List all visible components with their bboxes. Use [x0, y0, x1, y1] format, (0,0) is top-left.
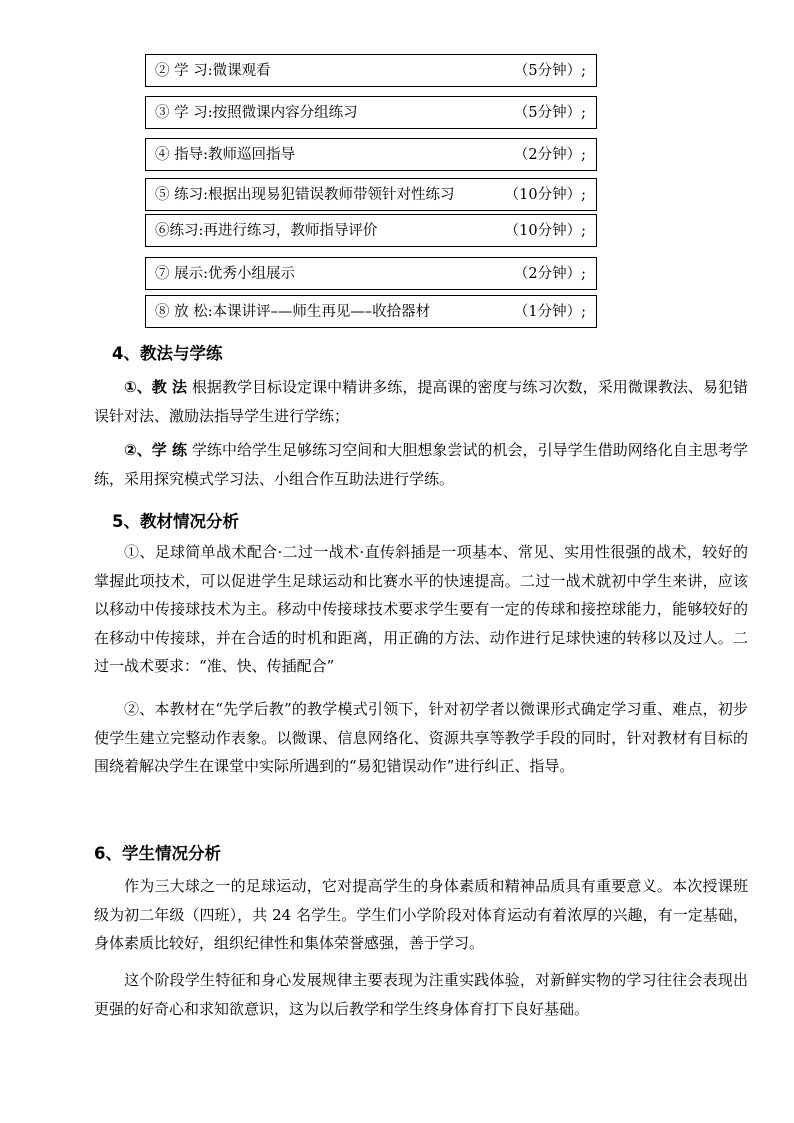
- step-text: ⑤ 练习:根据出现易犯错误教师带领针对性练习: [155, 186, 455, 203]
- section-heading: 4、教法与学练: [112, 344, 223, 363]
- step-text: ② 学 习:微课观看: [155, 62, 271, 79]
- step-box: [145, 178, 597, 211]
- paragraph: ②、本教材在“先学后教”的教学模式引领下，针对初学者以微课形式确定学习重、难点，初步使学生建立完整动作表象。以微课、信息网络化、资源共享等教学手段的同时，针对教材有目标的围绕着解决学生在课堂中实际所遇到的“易犯错误动作”进行纠正、指导。: [94, 700, 748, 775]
- step-text: ⑦ 展示:优秀小组展示: [155, 265, 295, 282]
- step-text: ⑥练习:再进行练习，教师指导评价: [155, 222, 378, 239]
- step-text: ③ 学 习:按照微课内容分组练习: [155, 104, 358, 121]
- step-time: （10分钟）;: [504, 222, 586, 239]
- step-time: （5分钟）;: [513, 104, 586, 121]
- step-time: （5分钟）;: [513, 62, 586, 79]
- step-box: [145, 295, 597, 328]
- section-heading: 5、教材情况分析: [112, 512, 239, 531]
- paragraph-text: 学练中给学生足够练习空间和大胆想象尝试的机会，引导学生借助网络化自主思考学练，采用探究模式学习法、小组合作互助法进行学练。: [94, 441, 748, 488]
- section-heading: 6、学生情况分析: [94, 844, 221, 863]
- paragraph-text: 根据教学目标设定课中精讲多练，提高课的密度与练习次数，采用微课教法、易犯错误针对法、激励法指导学生进行学练；: [94, 378, 748, 425]
- step-time: （1分钟）;: [513, 303, 586, 320]
- step-box: [145, 257, 597, 290]
- step-box: [145, 214, 597, 247]
- paragraph: 作为三大球之一的足球运动，它对提高学生的身体素质和精神品质具有重要意义。本次授课班级为初二年级（四班），共 24 名学生。学生们小学阶段对体育运动有着浓厚的兴趣，有一定基础，身体素质比较好，组织纪律性和集体荣誉感强，善于学习。: [94, 877, 748, 952]
- paragraph: [94, 436, 748, 493]
- paragraph: ①、足球简单战术配合·二过一战术·直传斜插是一项基本、常见、实用性很强的战术，较好的掌握此项技术，可以促进学生足球运动和比赛水平的快速提高。二过一战术就初中学生来讲，应该以移动中传接球技术为主。移动中传接球技术要求学生要有一定的传球和接控球能力，能够较好的在移动中传接球，并在合适的时机和距离，用正确的方法、动作进行足球快速的转移以及过人。二过一战术要求：“准、快、传插配合”: [94, 543, 748, 675]
- step-time: （10分钟）;: [504, 186, 586, 203]
- paragraph: [94, 373, 748, 430]
- term-label: ②、学 练: [124, 441, 188, 459]
- step-text: ⑧ 放 松:本课讲评–—师生再见—–收拾器材: [155, 303, 431, 320]
- step-box: [145, 96, 597, 129]
- paragraph: 这个阶段学生特征和身心发展规律主要表现为注重实践体验，对新鲜实物的学习往往会表现出更强的好奇心和求知欲意识，这为以后教学和学生终身体育打下良好基础。: [94, 971, 748, 1018]
- step-box: [145, 138, 597, 171]
- step-time: （2分钟）;: [513, 146, 586, 163]
- step-time: （2分钟）;: [513, 265, 586, 282]
- step-text: ④ 指导:教师巡回指导: [155, 146, 295, 163]
- step-box: [145, 54, 597, 87]
- term-label: ①、教 法: [124, 378, 188, 396]
